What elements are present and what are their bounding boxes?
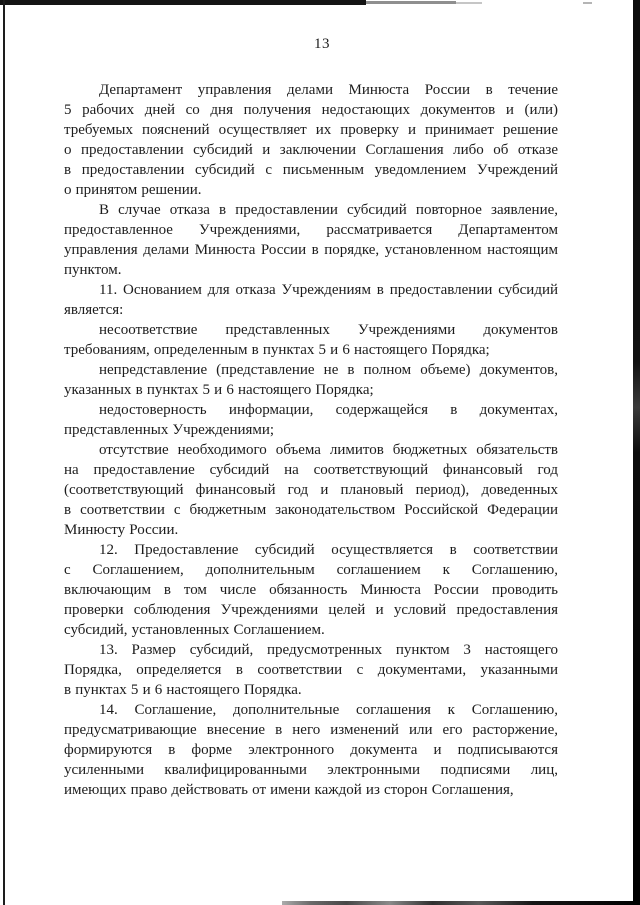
text-line: требованиям, определенным в пунктах 5 и 6 настоящего Порядка; <box>64 342 490 358</box>
text-line: имеющих право действовать от имени каждой из сторон Соглашения, <box>64 782 514 798</box>
text-line: 14. Соглашение, дополнительные соглашения к Соглашению, <box>99 702 558 718</box>
text-line: управления делами Минюста России в порядке, установленном настоящим <box>64 242 558 258</box>
text-line: Департамент управления делами Минюста России в течение <box>99 82 558 98</box>
scan-right-border <box>633 0 640 905</box>
paragraph <box>64 640 558 700</box>
paragraph <box>64 200 558 280</box>
text-line: о предоставлении субсидий и заключении Соглашения либо об отказе <box>64 142 558 158</box>
text-line: 11. Основанием для отказа Учреждениям в предоставлении субсидий <box>99 282 558 298</box>
paragraph <box>64 320 558 360</box>
text-line: 13. Размер субсидий, предусмотренных пунктом 3 настоящего <box>99 642 558 658</box>
text-line: проверки соблюдения Учреждениями целей и условий предоставления <box>64 602 558 618</box>
text-line: 12. Предоставление субсидий осуществляется в соответствии <box>99 542 558 558</box>
scan-left-border <box>3 0 5 905</box>
scan-bottom-border <box>282 901 640 905</box>
text-line: Порядка, определяется в соответствии с документами, указанными <box>64 662 558 678</box>
text-line: (соответствующий финансовый год и плановый период), доведенных <box>64 482 558 498</box>
text-line: о принятом решении. <box>64 182 202 198</box>
text-line: предоставленное Учреждениями, рассматривается Департаментом <box>64 222 558 238</box>
paragraph <box>64 440 558 540</box>
text-line: в пунктах 5 и 6 настоящего Порядка. <box>64 682 302 698</box>
page-number: 13 <box>314 36 330 52</box>
document-body <box>64 80 558 800</box>
text-line: указанных в пунктах 5 и 6 настоящего Порядка; <box>64 382 374 398</box>
paragraph <box>64 360 558 400</box>
text-line: предусматривающие внесение в него изменений или его расторжение, <box>64 722 558 738</box>
text-line: с Соглашением, дополнительным соглашением к Соглашению, <box>64 562 558 578</box>
scan-top-border <box>0 0 366 5</box>
text-line: пунктом. <box>64 262 122 278</box>
text-line: Минюсту России. <box>64 522 179 538</box>
text-line: субсидий, установленных Соглашением. <box>64 622 325 638</box>
paragraph <box>64 280 558 320</box>
text-line: 5 рабочих дней со дня получения недостающих документов и (или) <box>64 102 558 118</box>
text-line: в соответствии с бюджетным законодательством Российской Федерации <box>64 502 558 518</box>
text-line: включающим в том числе обязанность Минюста России проводить <box>64 582 558 598</box>
text-line: несоответствие представленных Учреждениями документов <box>99 322 558 338</box>
paragraph <box>64 80 558 200</box>
text-line: недостоверность информации, содержащейся в документах, <box>99 402 558 418</box>
text-line: в предоставлении субсидий с письменным уведомлением Учреждений <box>64 162 558 178</box>
text-line: усиленными квалифицированными электронными подписями лиц, <box>64 762 558 778</box>
text-line: на предоставление субсидий на соответствующий финансовый год <box>64 462 558 478</box>
text-line: отсутствие необходимого объема лимитов бюджетных обязательств <box>99 442 558 458</box>
paragraph <box>64 400 558 440</box>
text-line: требуемых пояснений осуществляет их проверку и принимает решение <box>64 122 558 138</box>
scan-top-border-fade <box>366 1 456 4</box>
text-line: является: <box>64 302 124 318</box>
text-line: формируются в форме электронного документа и подписываются <box>64 742 558 758</box>
scan-top-border-speck <box>456 2 482 4</box>
paragraph <box>64 700 558 800</box>
text-line: В случае отказа в предоставлении субсидий повторное заявление, <box>99 202 558 218</box>
scan-top-border-speck <box>583 2 592 4</box>
text-line: представленных Учреждениями; <box>64 422 275 438</box>
text-line: непредставление (представление не в полном объеме) документов, <box>99 362 558 378</box>
paragraph <box>64 540 558 640</box>
